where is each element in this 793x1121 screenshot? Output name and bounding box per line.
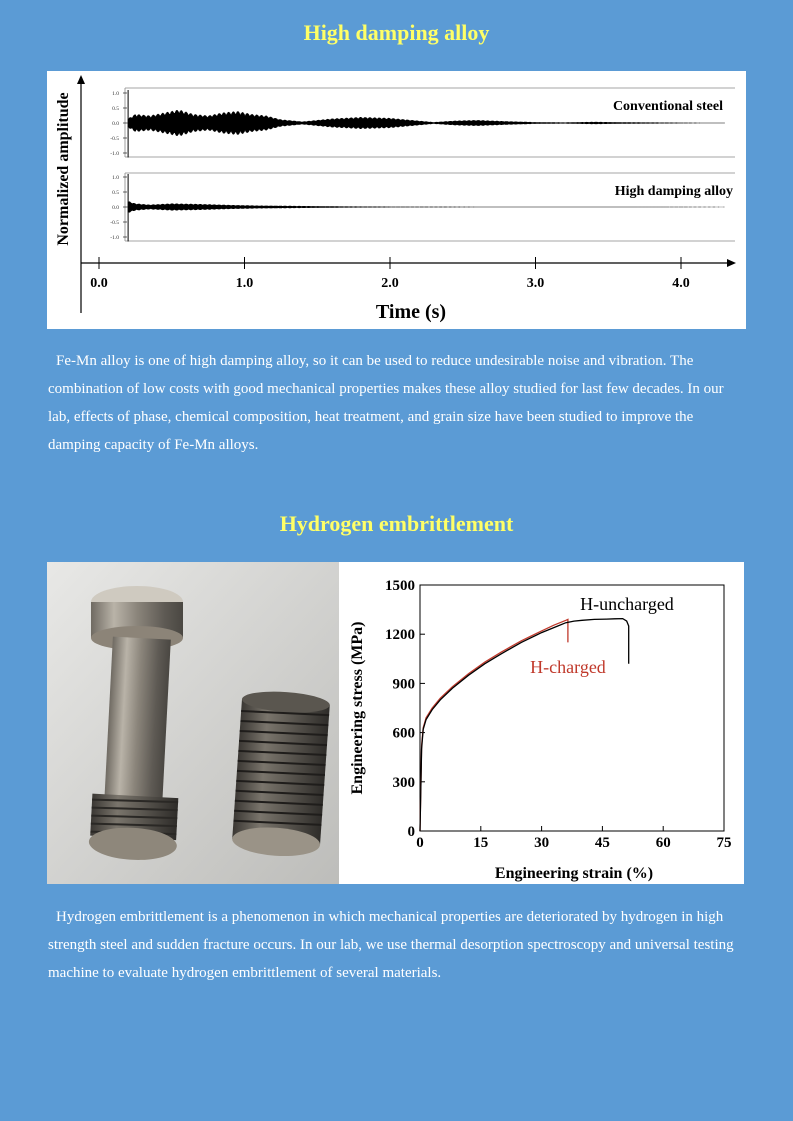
stress-y-tick-label: 600: [392, 725, 415, 742]
damping-y-tick-label: -1.0: [110, 235, 119, 241]
stress-y-axis-label: Engineering stress (MPa): [349, 621, 366, 795]
bolt-illustration: [47, 562, 339, 884]
legend-h-charged: H-charged: [530, 657, 606, 677]
stress-x-tick-label: 15: [473, 835, 489, 851]
stress-x-tick-label: 60: [655, 835, 671, 851]
damping-y-tick-label: 0.0: [112, 121, 119, 127]
damping-x-tick-label: 1.0: [235, 276, 254, 291]
stress-y-tick-label: 300: [392, 774, 415, 791]
legend-h-uncharged: H-uncharged: [580, 594, 674, 614]
damping-x-tick-label: 0.0: [90, 276, 108, 291]
damping-x-tick-label: 3.0: [526, 276, 545, 291]
damping-y-tick-label: 0.0: [112, 205, 119, 211]
damping-y-tick-label: -1.0: [110, 151, 119, 157]
stress-y-tick-label: 1200: [385, 627, 415, 644]
stress-x-tick-label: 45: [594, 835, 610, 851]
damping-paragraph: Fe-Mn alloy is one of high damping alloy, so it can be used to reduce undesirable noise and vibration. The combination of low costs with good mechanical properties makes these alloy studied for last few decades. In our lab, effects of phase, chemical composition, heat treatment, and grain size have been studied to improve the damping capacity of Fe-Mn alloys.: [48, 353, 724, 453]
waveform-high-damping-alloy: [127, 201, 725, 212]
stress-y-tick-label: 0: [407, 824, 415, 840]
stress-x-tick-label: 30: [534, 835, 550, 851]
damping-x-tick-label: 2.0: [381, 276, 399, 291]
damping-y-tick-label: 0.5: [112, 106, 119, 112]
stress-x-tick-label: 75: [716, 835, 732, 851]
damping-y-tick-label: 0.5: [112, 190, 119, 196]
damping-x-tick-label: 4.0: [672, 276, 690, 291]
damping-chart: [47, 71, 746, 329]
stress-strain-chart: [339, 562, 744, 884]
damping-y-tick-label: 1.0: [112, 175, 119, 181]
fractured-bolt-photo: [47, 562, 339, 884]
stress-x-tick-label: 0: [416, 835, 424, 851]
section-heading-hydrogen: Hydrogen embrittlement: [279, 511, 514, 536]
stress-y-tick-label: 1500: [385, 578, 415, 594]
curve-h-uncharged: [420, 619, 629, 831]
damping-y-tick-label: -0.5: [110, 220, 119, 226]
stress-y-tick-label: 900: [392, 676, 415, 693]
hydrogen-paragraph: Hydrogen embrittlement is a phenomenon in which mechanical properties are deteriorated by hydrogen in high strength steel and sudden fracture occurs. In our lab, we use thermal desorption spectroscopy and universal testing machine to evaluate hydrogen embrittlement of several materials.: [48, 909, 734, 981]
stress-strain-panel: [339, 562, 744, 884]
damping-y-tick-label: -0.5: [110, 136, 119, 142]
curve-h-charged: [420, 619, 568, 831]
series-label-high-damping-alloy: High damping alloy: [614, 184, 733, 199]
damping-y-axis-label: Normalized amplitude: [55, 92, 72, 246]
section-heading-damping: High damping alloy: [303, 20, 490, 45]
damping-chart-panel: [47, 71, 746, 329]
stress-x-axis-label: Engineering strain (%): [494, 865, 654, 882]
damping-y-tick-label: 1.0: [112, 91, 119, 97]
series-label-conventional-steel: Conventional steel: [612, 99, 723, 114]
damping-x-axis-label: Time (s): [375, 301, 447, 323]
